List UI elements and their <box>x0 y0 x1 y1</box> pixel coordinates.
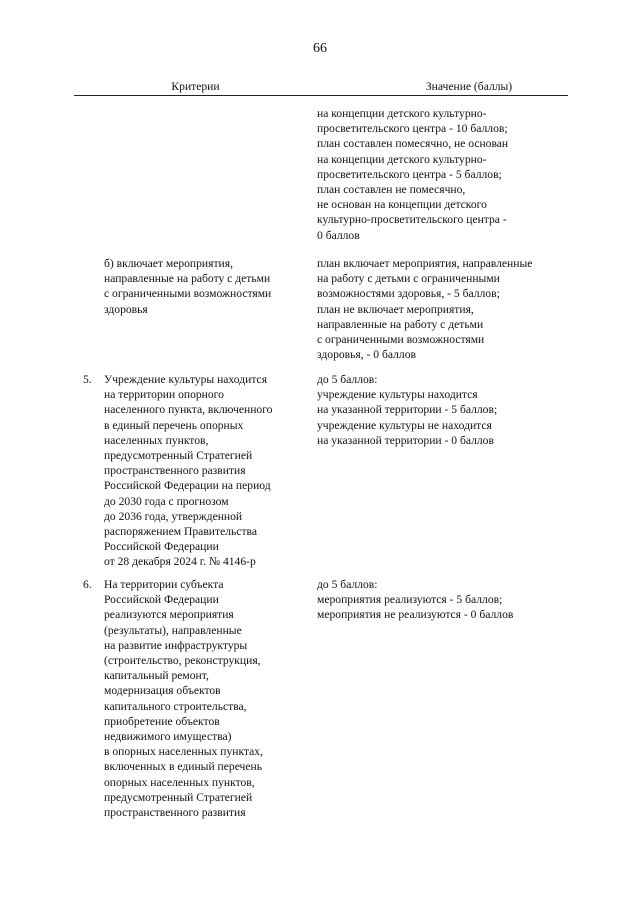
row-5-criteria: Учреждение культуры находится на территории опорного населенного пункта, включенного в единый перечень опорных населенных пунктов, предусмотренный Стратегией пространственного развития Российской Федерации на период до 2030 года с прогнозом до 2036 года, утвержденной распоряжением Правительства Российской Федерации от 28 декабря 2024 г. № 4146-р <box>104 373 273 569</box>
item-b-value: план включает мероприятия, направленные на работу с детьми с ограниченными возможностями здоровья, - 5 баллов; план не включает мероприятия, направленные на работу с детьми с ограниченными возможностями здоровья, - 0 баллов <box>317 257 533 362</box>
table-header <box>74 79 568 96</box>
page-number: 66 <box>313 41 327 56</box>
header-criteria: Критерии <box>171 80 220 93</box>
row-5-value: до 5 баллов: учреждение культуры находится на указанной территории - 5 баллов; учреждение культуры не находится на указанной территории - 0 баллов <box>317 373 498 447</box>
continued-value-text: на концепции детского культурно- просветительского центра - 10 баллов; план составлен помесячно, не основан на концепции детского культурно- просветительского центра - 5 баллов; план составлен не помесячно, не основан на концепции детского культурно-просветительского центра - 0 баллов <box>317 107 509 242</box>
item-b-criteria: б) включает мероприятия, направленные на работу с детьми с ограниченными возможностями здоровья <box>104 257 272 316</box>
row-6-value: до 5 баллов: мероприятия реализуются - 5 баллов; мероприятия не реализуются - 0 баллов <box>317 578 514 622</box>
row-6-number: 6. <box>83 578 92 591</box>
row-5-number: 5. <box>83 373 92 386</box>
header-value: Значение (баллы) <box>425 80 513 93</box>
row-6-criteria: На территории субъекта Российской Федерации реализуются мероприятия (результаты), направленные на развитие инфраструктуры (строительство, реконструкция, капитальный ремонт, модернизация объектов капитального строительства, приобретение объектов недвижимого имущества) в опорных населенных пунктах, включенных в единый перечень опорных населенных пунктов, предусмотренный Стратегией пространственного развития <box>104 578 264 820</box>
